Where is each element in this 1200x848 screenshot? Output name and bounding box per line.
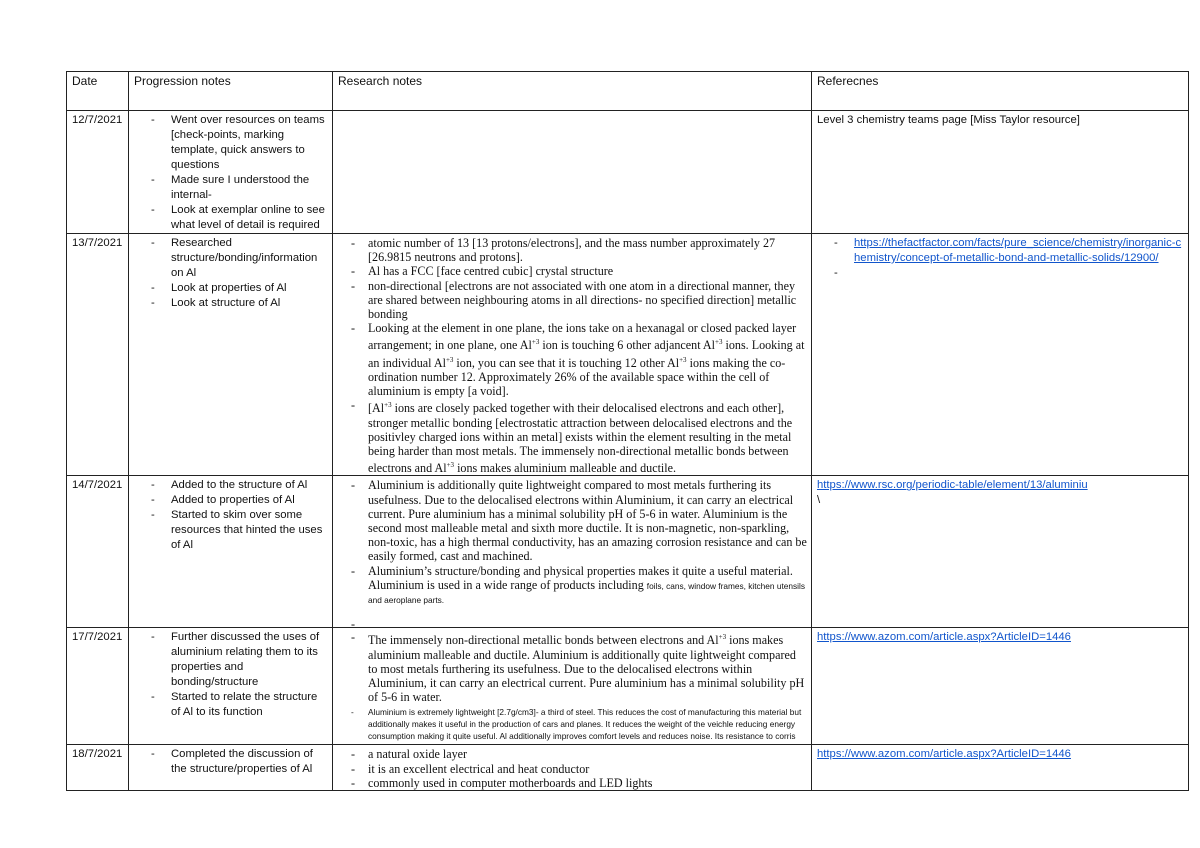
research-cell (333, 234, 812, 476)
references-cell (812, 476, 1189, 628)
reference-link[interactable]: https://thefactfactor.com/facts/pure_science/chemistry/inorganic-chemistry/concept-of-metallic-bond-and-metallic-solids/12900/ (854, 237, 1182, 264)
header-research: Research notes (333, 72, 812, 111)
references-cell (812, 111, 1189, 234)
progress-log-table (66, 71, 1189, 791)
references-cell (812, 628, 1189, 745)
research-cell (333, 476, 812, 628)
table-row (67, 111, 1189, 234)
list-item: - Further discussed the uses of aluminium relating them to its properties and bonding/structure (134, 630, 328, 690)
table-header-row (67, 72, 1189, 111)
reference-link[interactable]: https://www.rsc.org/periodic-table/element/13/aluminiu (817, 479, 1088, 492)
reference-link[interactable]: https://www.azom.com/article.aspx?ArticleID=1446 (817, 631, 1071, 644)
progression-cell (129, 745, 333, 791)
progression-cell (129, 476, 333, 628)
references-cell (812, 234, 1189, 476)
header-references: Referecnes (812, 72, 1189, 111)
list-item: - non-directional [electrons are not associated with one atom in a directional manner, they are shared between neighbouring atoms in all directions- no specified direction] metallic bonding (338, 279, 807, 322)
list-item: - The immensely non-directional metallic bonds between electrons and $Al^{+3}$ ions makes aluminium malleable and ductile. Aluminium is additionally quite lightweight compared to most metals furthering its usefulness. Due to the delocalised electrons within Aluminium, it can carry an electrical current. Pure aluminium has a minimal solubility pH of 5-6 in water. (338, 630, 807, 704)
list-item: - a natural oxide layer (338, 747, 807, 761)
list-item: - [$Al^{+3}$ ions are closely packed together with their delocalised electrons and each other], stronger metallic bonding [electrostatic attraction between delocalised electrons and the positivley charged ions within an metal] exists within the element resulting in the metal being harder than most metals. The immensely non-directional metallic bonds between electrons and $Al^{+3}$ ions makes aluminium malleable and ductile. (338, 398, 807, 475)
list-item: - Looking at the element in one plane, the ions take on a hexanagal or closed packed layer arrangement; in one plane, one $Al^{+3}$ ion is touching 6 other adjancent $Al^{+3}$ ions. Looking at an individual $Al^{+3}$ ion, you can see that it is touching 12 other $Al^{+3}$ ions making the co-ordination number 12. Approximately 26% of the available space within the cell of aluminium is empty [a void]. (338, 321, 807, 398)
row-date: 14/7/2021 (67, 476, 129, 628)
progression-cell (129, 111, 333, 234)
row-date: 17/7/2021 (67, 628, 129, 745)
list-item-text: Aluminium’s structure/bonding and physical properties makes it quite a useful material. Aluminium is used in a wide range of products including (368, 563, 793, 592)
reference-extra: \ (817, 494, 821, 507)
list-item-small-text: foils, cans, window frames, kitchen utensils and aeroplane parts. (368, 580, 805, 606)
list-item: - commonly used in computer motherboards and LED lights (338, 776, 807, 790)
progression-cell (129, 628, 333, 745)
list-item: - Aluminium is extremely lightweight [2.7g/cm3]- a third of steel. This reduces the cost of manufacturing this material but additionally makes it useful in the production of cars and planes. It reduces the weight of the veichle reducing energy consumption making it quite useful. Al additionally improves comfort levels and reduces noise. Its resistance to corris (338, 707, 807, 742)
list-item: - Look at structure of Al (134, 296, 328, 311)
table-row (67, 745, 1189, 791)
header-progression: Progression notes (129, 72, 333, 111)
reference-link[interactable]: https://www.azom.com/article.aspx?ArticleID=1446 (817, 748, 1071, 761)
list-item: - Started to relate the structure of Al to its function (134, 690, 328, 720)
list-item: - Went over resources on teams [check-points, marking template, quick answers to questions (134, 113, 328, 173)
research-cell (333, 111, 812, 234)
reference-item (817, 236, 1184, 266)
list-item: - Started to skim over some resources that hinted the uses of Al (134, 508, 328, 553)
header-date: Date (67, 72, 129, 111)
list-item: - Added to properties of Al (134, 493, 328, 508)
list-item: - Look at exemplar online to see what level of detail is required (134, 203, 328, 233)
list-item: - atomic number of 13 [13 protons/electrons], and the mass number approximately 27 [26.9815 neutrons and protons]. (338, 236, 807, 264)
list-item (338, 564, 807, 607)
table-row (67, 476, 1189, 628)
references-cell (812, 745, 1189, 791)
list-item: - Made sure I understood the internal- (134, 173, 328, 203)
research-cell (333, 628, 812, 745)
progression-cell (129, 234, 333, 476)
reference-text: Level 3 chemistry teams page [Miss Taylor resource] (817, 114, 1080, 126)
list-item: - Added to the structure of Al (134, 478, 328, 493)
list-item: - Completed the discussion of the structure/properties of Al (134, 747, 328, 777)
row-date: 18/7/2021 (67, 745, 129, 791)
row-date: 13/7/2021 (67, 234, 129, 476)
table-row (67, 628, 1189, 745)
list-item: - Look at properties of Al (134, 281, 328, 296)
list-item: - Al has a FCC [face centred cubic] crystal structure (338, 264, 807, 278)
list-item: - Researched structure/bonding/information on Al (134, 236, 328, 281)
research-cell (333, 745, 812, 791)
list-item: - Aluminium is additionally quite lightweight compared to most metals furthering its usefulness. Due to the delocalised electrons within Aluminium, it can carry an electrical current. Pure aluminium has a minimal solubility pH of 5-6 in water. Aluminium is the second most malleable metal and sixth more ductile. It is non-magnetic, non-sparkling, non-toxic, has a high thermal conductivity, has an amazing corrosion resistance and can be easily formed, cast and machined. (338, 478, 807, 563)
table-row (67, 234, 1189, 476)
list-item: - it is an excellent electrical and heat conductor (338, 762, 807, 776)
row-date: 12/7/2021 (67, 111, 129, 234)
